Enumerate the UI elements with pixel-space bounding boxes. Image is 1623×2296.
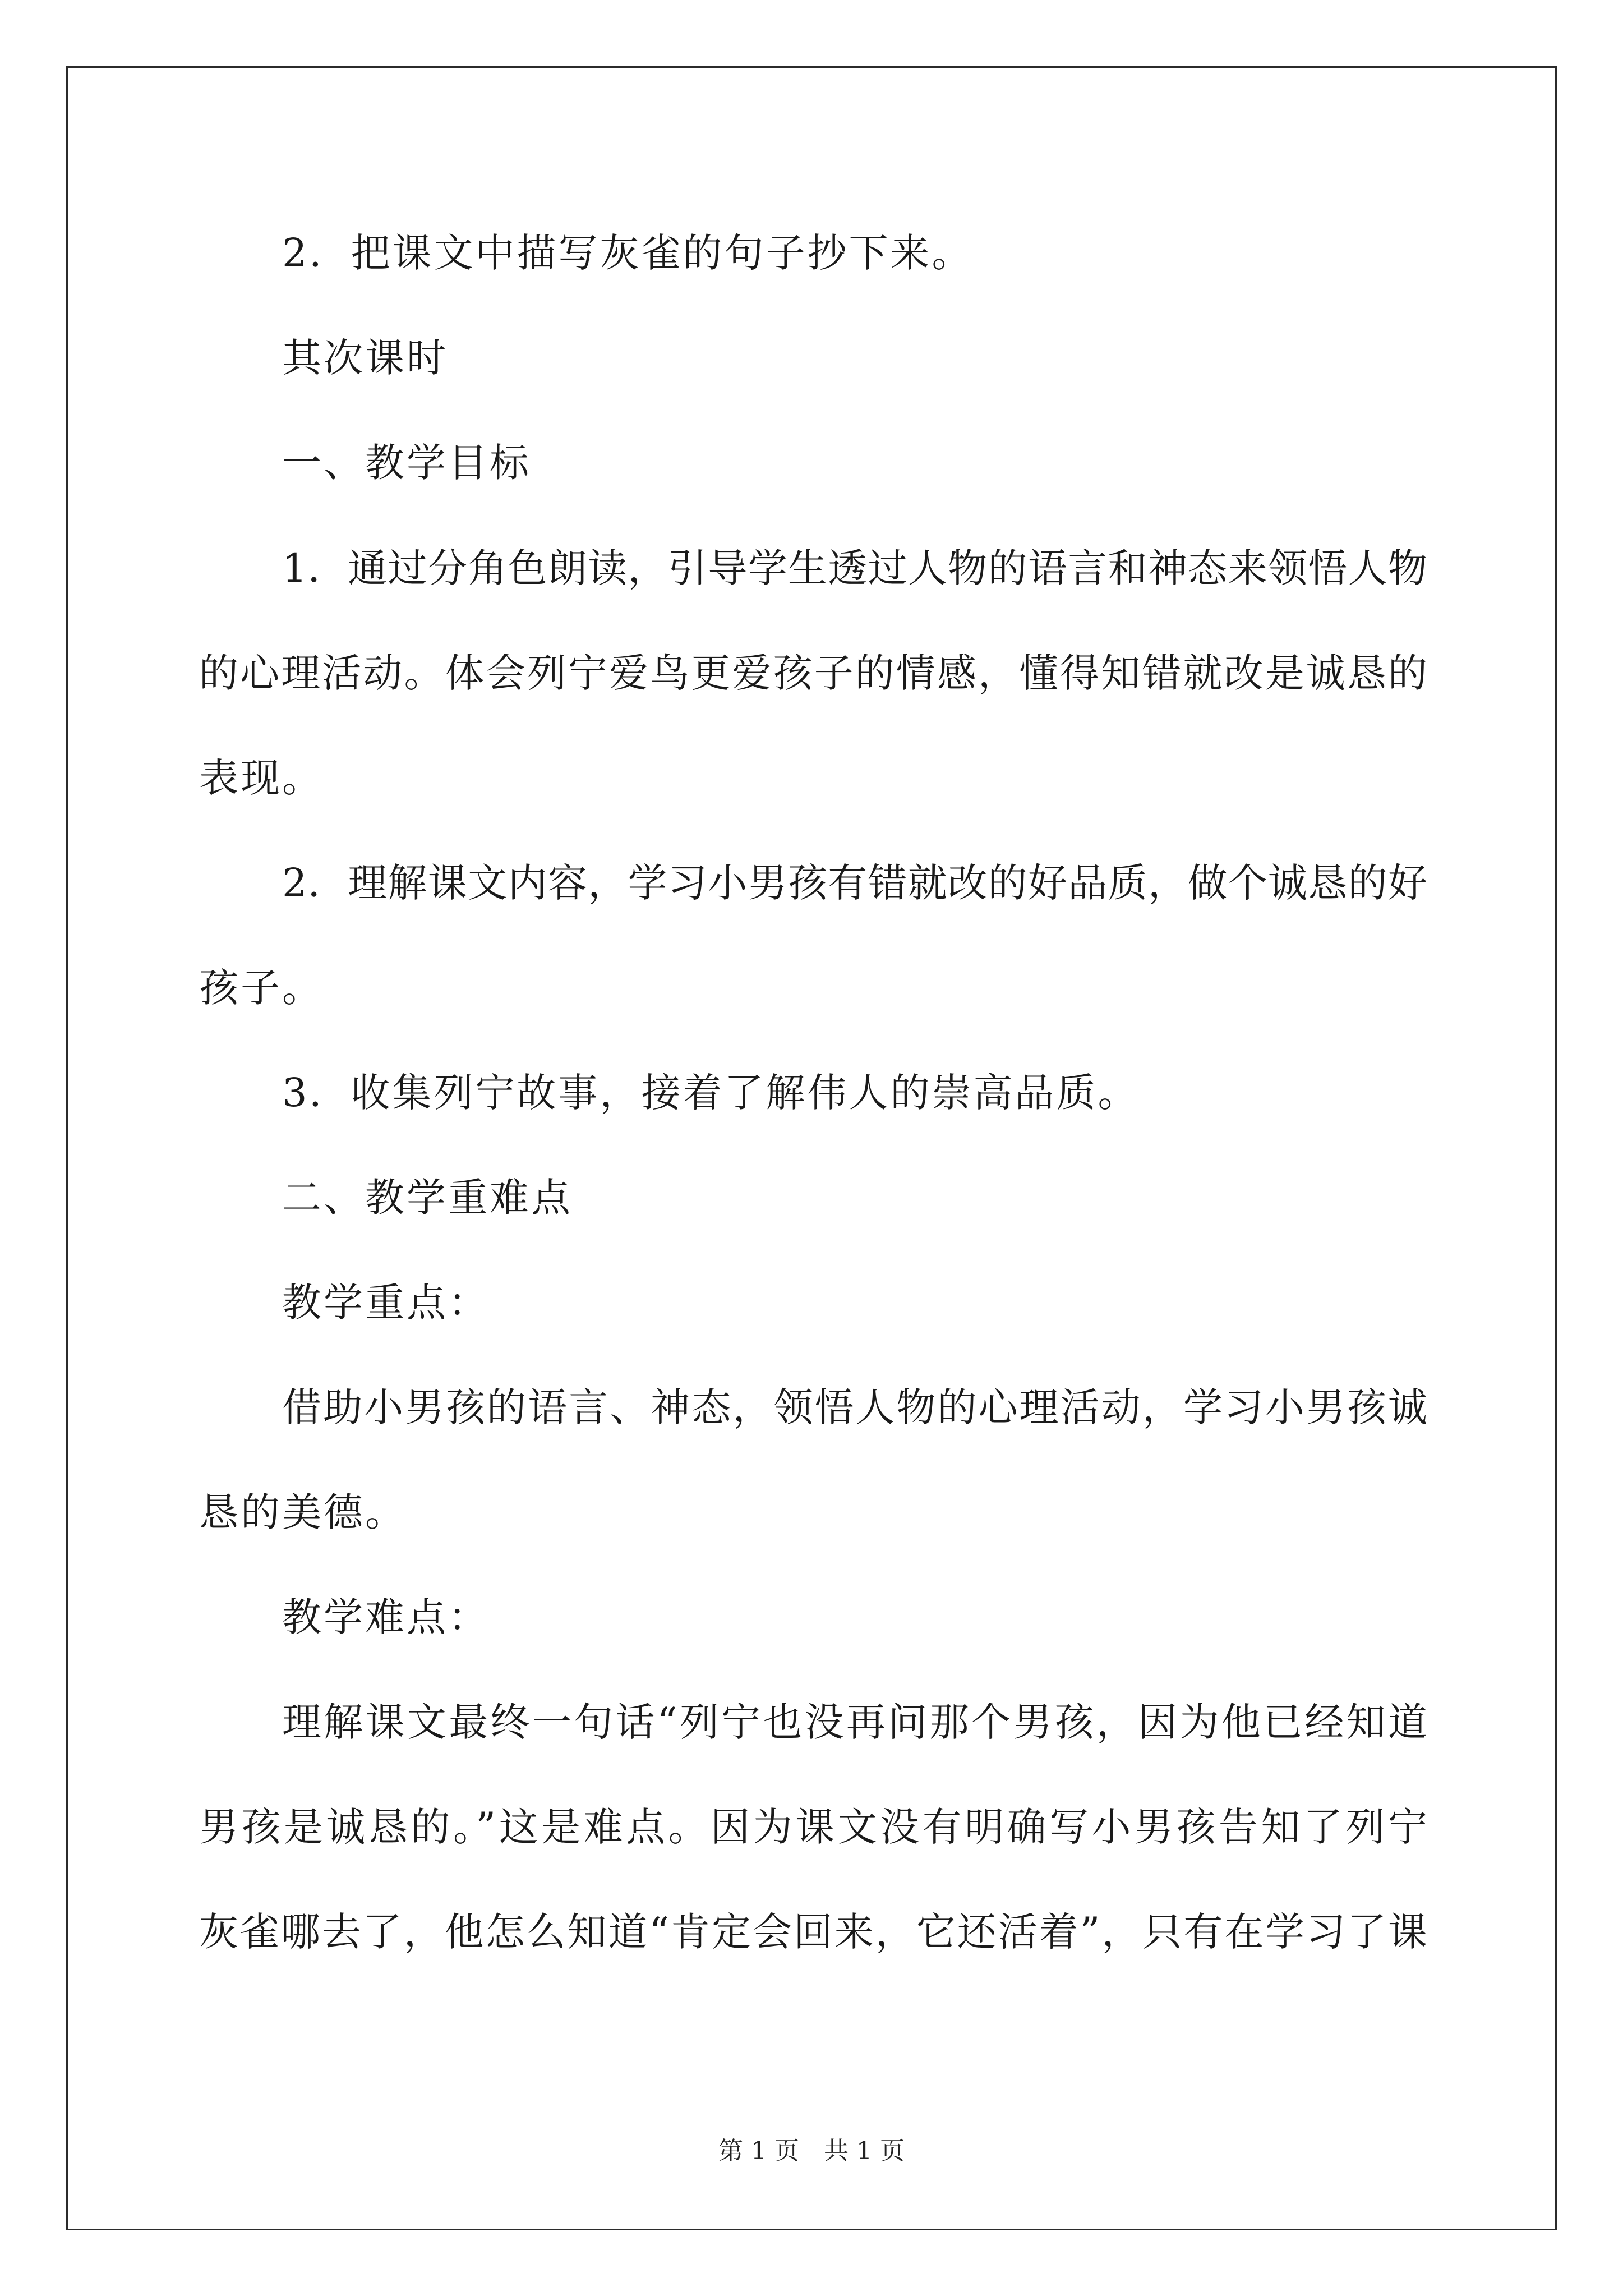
text-line: 理解课文最终一句话“列宁也没再问那个男孩，因为他已经知道 [282, 1699, 1427, 1745]
text-line: 3．收集列宁故事，接着了解伟人的崇高品质。 [282, 1070, 1140, 1116]
text-line: 的心理活动。体会列宁爱鸟更爱孩子的情感，懂得知错就改是诚恳的 [199, 650, 1427, 696]
section-heading: 一、教学目标 [282, 440, 531, 486]
text-line: 2．理解课文内容，学习小男孩有错就改的好品质，做个诚恳的好 [282, 860, 1427, 906]
subheading: 教学重点： [282, 1280, 490, 1326]
section-heading: 二、教学重难点 [282, 1175, 573, 1221]
page-number-footer: 第 1 页 共 1 页 [718, 2137, 905, 2165]
section-heading: 其次课时 [282, 335, 448, 381]
text-line: 借助小男孩的语言、神态，领悟人物的心理活动，学习小男孩诚 [282, 1384, 1427, 1430]
text-line: 孩子。 [199, 965, 324, 1011]
text-line: 男孩是诚恳的。”这是难点。因为课文没有明确写小男孩告知了列宁 [199, 1804, 1427, 1850]
subheading: 教学难点： [282, 1594, 490, 1640]
text-line: 表现。 [199, 755, 324, 801]
text-line: 恳的美德。 [199, 1489, 407, 1535]
text-line: 2．把课文中描写灰雀的句子抄下来。 [282, 230, 974, 276]
text-line: 1．通过分角色朗读，引导学生透过人物的语言和神态来领悟人物 [282, 545, 1427, 591]
text-line: 灰雀哪去了，他怎么知道“肯定会回来，它还活着”，只有在学习了课 [199, 1909, 1427, 1955]
